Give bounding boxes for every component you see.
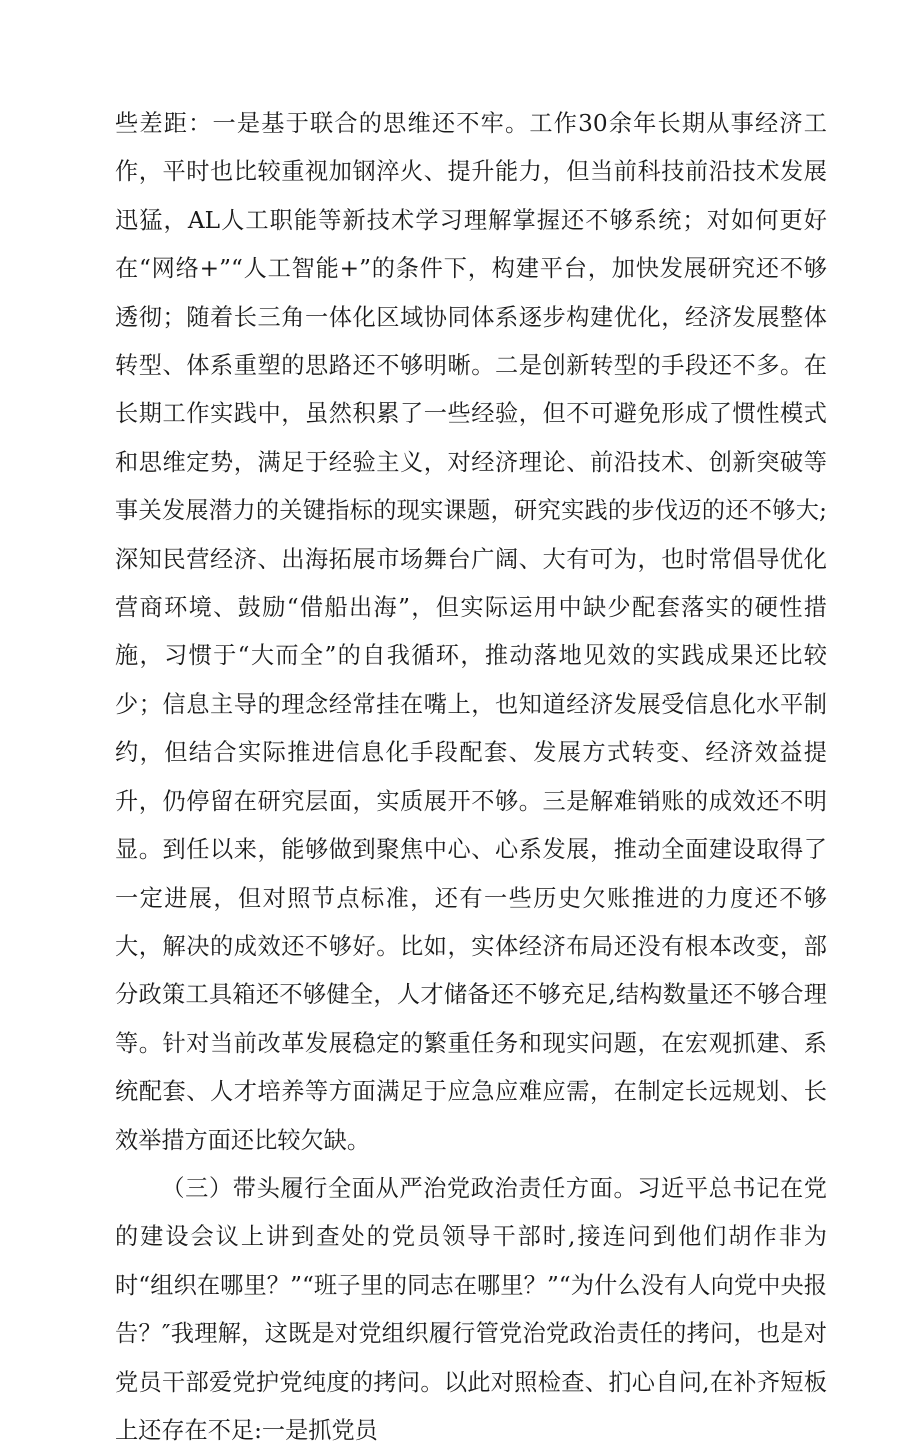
paragraph-1: 些差距：一是基于联合的思维还不牢。工作30余年长期从事经济工作，平时也比较重视加钢淬火、提升能力，但当前科技前沿技术发展迅猛，AL人工职能等新技术学习理解掌握还不够系统；对如何更好在“网络+”“人工智能+”的条件下，构建平台，加快发展研究还不够透彻；随着长三角一体化区域协同体系逐步构建优化，经济发展整体转型、体系重塑的思路还不够明晰。二是创新转型的手段还不多。在长期工作实践中，虽然积累了一些经验，但不可避免形成了惯性模式和思维定势，满足于经验主义，对经济理论、前沿技术、创新突破等事关发展潜力的关键指标的现实课题，研究实践的步伐迈的还不够大;深知民营经济、出海拓展市场舞台广阔、大有可为，也时常倡导优化营商环境、鼓励“借船出海”，但实际运用中缺少配套落实的硬性措施，习惯于“大而全”的自我循环，推动落地见效的实践成果还比较少；信息主导的理念经常挂在嘴上，也知道经济发展受信息化水平制约，但结合实际推进信息化手段配套、发展方式转变、经济效益提升，仍停留在研究层面，实质展开不够。三是解难销账的成效还不明显。到任以来，能够做到聚焦中心、心系发展，推动全面建设取得了一定进展，但对照节点标准，还有一些历史欠账推进的力度还不够大，解决的成效还不够好。比如，实体经济布局还没有根本改变，部分政策工具箱还不够健全，人才储备还不够充足,结构数量还不够合理等。针对当前改革发展稳定的繁重任务和现实问题，在宏观抓建、系统配套、人才培养等方面满足于应急应难应需，在制定长远规划、长效举措方面还比较欠缺。 bbox=[115, 110, 827, 1154]
document-body bbox=[115, 100, 827, 1455]
paragraph-2: （三）带头履行全面从严治党政治责任方面。习近平总书记在党的建设会议上讲到查处的党员领导干部时,接连问到他们胡作非为时“组织在哪里？”“班子里的同志在哪里？”“为什么没有人向党中央报告？″我理解，这既是对党组织履行管党治党政治责任的拷问，也是对党员干部爱党护党纯度的拷问。以此对照检查、扪心自问,在补齐短板上还存在不足:一是抓党员 bbox=[115, 1174, 827, 1444]
